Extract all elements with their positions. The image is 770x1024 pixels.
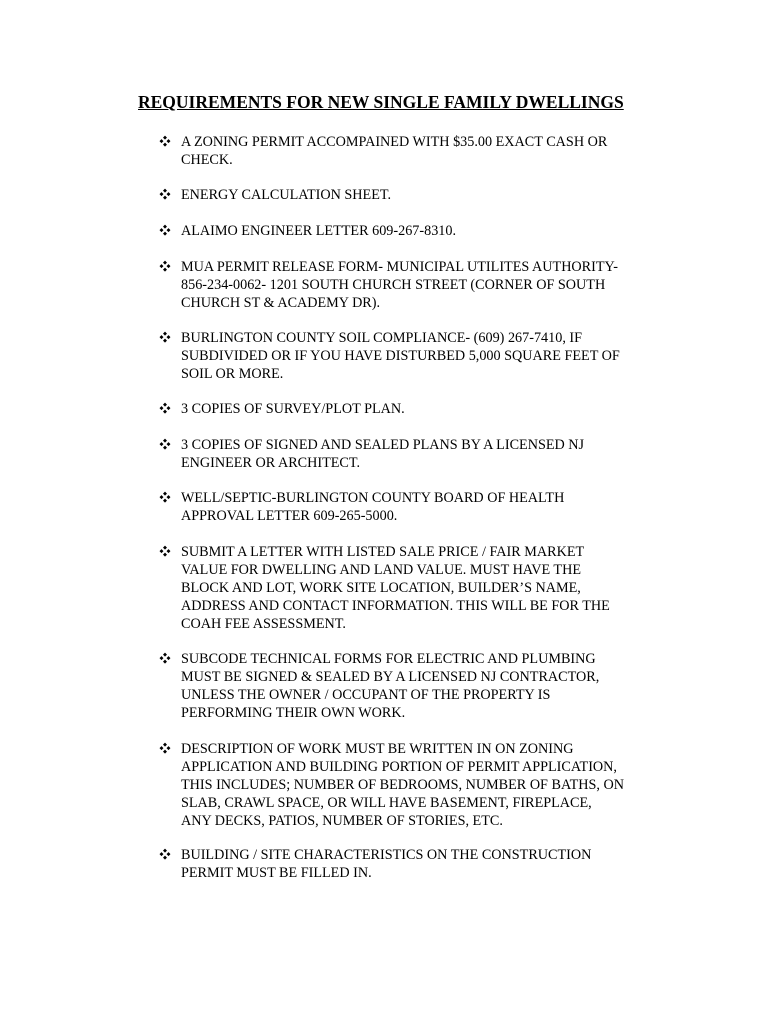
list-item [158, 133, 658, 169]
list-item [158, 846, 658, 882]
requirement-text: WELL/SEPTIC-BURLINGTON COUNTY BOARD OF HEALTH APPROVAL LETTER 609-265-5000. [181, 490, 565, 524]
bullet-icon [158, 133, 172, 151]
requirement-text: MUA PERMIT RELEASE FORM- MUNICIPAL UTILITES AUTHORITY- 856-234-0062- 1201 SOUTH CHURCH STREET (CORNER OF SOUTH CHURCH ST & ACADEMY DR). [181, 259, 618, 311]
list-item [158, 740, 658, 830]
list-item [158, 489, 658, 525]
requirement-text: 3 COPIES OF SURVEY/PLOT PLAN. [181, 401, 405, 417]
bullet-icon [158, 846, 172, 864]
requirement-text: SUBMIT A LETTER WITH LISTED SALE PRICE / FAIR MARKET VALUE FOR DWELLING AND LAND VALUE. MUST HAVE THE BLOCK AND LOT, WORK SITE LOCATION, BUILDER’S NAME, ADDRESS AND CONTACT INFORMATION. THIS WILL BE FOR THE COAH FEE ASSESSMENT. [181, 544, 610, 632]
bullet-icon [158, 186, 172, 204]
bullet-icon [158, 400, 172, 418]
list-item [158, 400, 658, 418]
bullet-icon [158, 222, 172, 240]
bullet-icon [158, 740, 172, 758]
list-item [158, 186, 658, 204]
requirement-text: BUILDING / SITE CHARACTERISTICS ON THE CONSTRUCTION PERMIT MUST BE FILLED IN. [181, 847, 592, 881]
list-item [158, 222, 658, 240]
requirement-text: 3 COPIES OF SIGNED AND SEALED PLANS BY A LICENSED NJ ENGINEER OR ARCHITECT. [181, 437, 585, 471]
list-item [158, 329, 658, 383]
list-item [158, 543, 658, 633]
bullet-icon [158, 258, 172, 276]
requirement-text: BURLINGTON COUNTY SOIL COMPLIANCE- (609) 267-7410, IF SUBDIVIDED OR IF YOU HAVE DISTURBED 5,000 SQUARE FEET OF SOIL OR MORE. [181, 330, 620, 382]
bullet-icon [158, 329, 172, 347]
list-item [158, 650, 658, 722]
requirement-text: A ZONING PERMIT ACCOMPAINED WITH $35.00 EXACT CASH OR CHECK. [181, 134, 608, 168]
requirement-text: SUBCODE TECHNICAL FORMS FOR ELECTRIC AND PLUMBING MUST BE SIGNED & SEALED BY A LICENSED NJ CONTRACTOR, UNLESS THE OWNER / OCCUPANT OF THE PROPERTY IS PERFORMING THEIR OWN WORK. [181, 651, 600, 721]
bullet-icon [158, 489, 172, 507]
bullet-icon [158, 543, 172, 561]
bullet-icon [158, 650, 172, 668]
list-item [158, 436, 658, 472]
bullet-icon [158, 436, 172, 454]
requirement-text: ENERGY CALCULATION SHEET. [181, 187, 392, 203]
list-item [158, 258, 658, 312]
requirement-text: ALAIMO ENGINEER LETTER 609-267-8310. [181, 223, 457, 239]
document-title: REQUIREMENTS FOR NEW SINGLE FAMILY DWELLINGS [138, 92, 624, 112]
requirement-text: DESCRIPTION OF WORK MUST BE WRITTEN IN ON ZONING APPLICATION AND BUILDING PORTION OF PERMIT APPLICATION, THIS INCLUDES; NUMBER OF BEDROOMS, NUMBER OF BATHS, ON SLAB, CRAWL SPACE, OR WILL HAVE BASEMENT, FIREPLACE, ANY DECKS, PATIOS, NUMBER OF STORIES, ETC. [181, 741, 625, 829]
